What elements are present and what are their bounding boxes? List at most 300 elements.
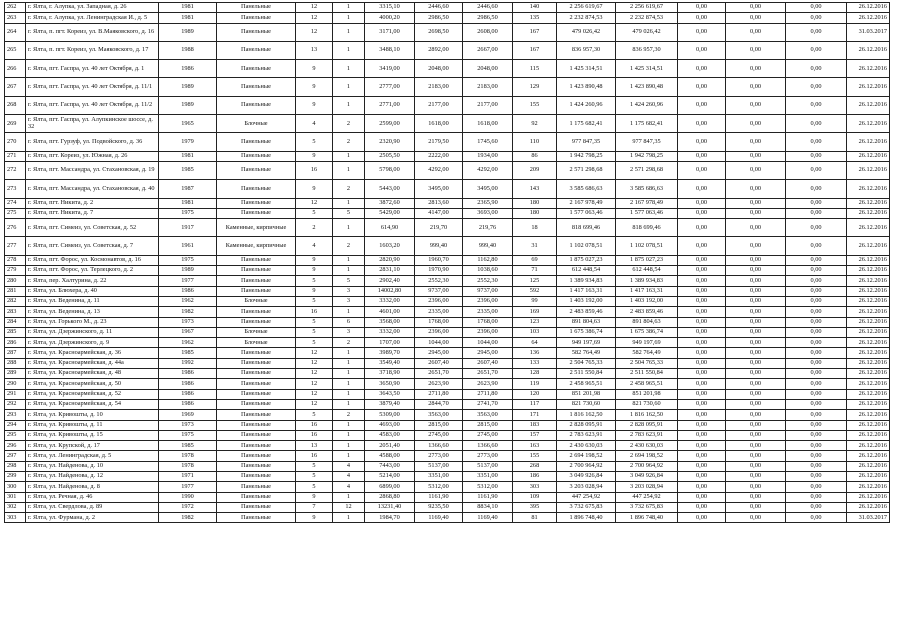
cell-total-area: 7443,00	[365, 461, 415, 471]
cell-owner-funds: 0,00	[678, 161, 726, 179]
cell-living-area: 2177,00	[415, 96, 463, 114]
cell-regional-funds: 0,00	[786, 327, 847, 337]
cell-owner-funds: 0,00	[678, 399, 726, 409]
cell-year-built: 1972	[159, 502, 217, 512]
cell-completion-date: 26.12.2016	[847, 389, 890, 399]
cell-total-cost: 2 430 630,03	[616, 441, 678, 451]
cell-completion-date: 26.12.2016	[847, 115, 890, 133]
cell-regional-funds: 0,00	[786, 348, 847, 358]
cell-address: г. Ялта, ул. Речная, д. 46	[26, 492, 159, 502]
cell-completion-date: 26.12.2016	[847, 451, 890, 461]
cell-address: г. Ялта, пгт. Форос, ул. Терлецкого, д. 2	[26, 266, 159, 276]
cell-floors: 9	[296, 286, 333, 296]
cell-wall-material: Каменные, кирпичные	[217, 237, 296, 255]
cell-year-built: 1982	[159, 307, 217, 317]
cell-total-area: 5443,00	[365, 180, 415, 198]
table-row	[5, 276, 890, 286]
cell-row-number: 296	[5, 441, 26, 451]
cell-regional-funds: 0,00	[786, 133, 847, 151]
cell-year-built: 1985	[159, 348, 217, 358]
cell-row-number: 267	[5, 78, 26, 96]
cell-entrances: 1	[333, 161, 365, 179]
cell-row-number: 262	[5, 3, 26, 13]
cell-budget-funds: 0,00	[726, 327, 786, 337]
cell-entrances: 1	[333, 307, 365, 317]
cell-residential-area: 2667,00	[463, 41, 513, 59]
cell-living-area: 2813,60	[415, 198, 463, 208]
cell-living-area: 2048,00	[415, 60, 463, 78]
cell-planned-cost: 2 232 874,53	[557, 13, 616, 23]
cell-regional-funds: 0,00	[786, 410, 847, 420]
cell-row-number: 286	[5, 338, 26, 348]
cell-owner-funds: 0,00	[678, 430, 726, 440]
cell-budget-funds: 0,00	[726, 237, 786, 255]
cell-year-built: 1917	[159, 219, 217, 237]
cell-residents: 163	[513, 441, 557, 451]
cell-floors: 5	[296, 296, 333, 306]
cell-residential-area: 9737,00	[463, 286, 513, 296]
table-row	[5, 23, 890, 41]
cell-total-area: 3718,90	[365, 369, 415, 379]
cell-planned-cost: 3 203 028,94	[557, 482, 616, 492]
cell-year-built: 1990	[159, 492, 217, 502]
cell-residents: 180	[513, 208, 557, 218]
cell-planned-cost: 2 430 630,03	[557, 441, 616, 451]
cell-floors: 12	[296, 358, 333, 368]
cell-residents: 268	[513, 461, 557, 471]
cell-wall-material: Панельные	[217, 451, 296, 461]
cell-completion-date: 26.12.2016	[847, 307, 890, 317]
cell-entrances: 1	[333, 96, 365, 114]
cell-residential-area: 1768,00	[463, 317, 513, 327]
cell-entrances: 1	[333, 348, 365, 358]
cell-residents: 99	[513, 296, 557, 306]
cell-regional-funds: 0,00	[786, 78, 847, 96]
table-row	[5, 451, 890, 461]
cell-entrances: 5	[333, 276, 365, 286]
cell-year-built: 1979	[159, 133, 217, 151]
cell-row-number: 279	[5, 266, 26, 276]
table-row	[5, 369, 890, 379]
cell-total-area: 2777,00	[365, 78, 415, 96]
cell-budget-funds: 0,00	[726, 451, 786, 461]
table-row	[5, 389, 890, 399]
cell-residential-area: 2396,00	[463, 296, 513, 306]
table-row	[5, 255, 890, 265]
cell-address: г. Ялта, ул. Кривошты, д. 11	[26, 420, 159, 430]
cell-living-area: 2844,70	[415, 399, 463, 409]
cell-floors: 2	[296, 219, 333, 237]
cell-planned-cost: 2 511 550,84	[557, 369, 616, 379]
cell-year-built: 1975	[159, 208, 217, 218]
cell-owner-funds: 0,00	[678, 286, 726, 296]
cell-completion-date: 26.12.2016	[847, 348, 890, 358]
cell-regional-funds: 0,00	[786, 482, 847, 492]
cell-planned-cost: 2 458 965,51	[557, 379, 616, 389]
cell-completion-date: 31.03.2017	[847, 23, 890, 41]
cell-budget-funds: 0,00	[726, 96, 786, 114]
cell-budget-funds: 0,00	[726, 430, 786, 440]
cell-owner-funds: 0,00	[678, 513, 726, 523]
cell-budget-funds: 0,00	[726, 379, 786, 389]
cell-regional-funds: 0,00	[786, 161, 847, 179]
cell-wall-material: Панельные	[217, 23, 296, 41]
cell-completion-date: 26.12.2016	[847, 471, 890, 481]
table-row	[5, 286, 890, 296]
cell-wall-material: Панельные	[217, 317, 296, 327]
cell-residential-area: 2048,00	[463, 60, 513, 78]
cell-floors: 9	[296, 78, 333, 96]
cell-row-number: 299	[5, 471, 26, 481]
cell-living-area: 3495,00	[415, 180, 463, 198]
cell-wall-material: Панельные	[217, 430, 296, 440]
cell-address: г. Ялта, пгт. Симеиз, ул. Советская, д. 52	[26, 219, 159, 237]
cell-completion-date: 26.12.2016	[847, 78, 890, 96]
cell-completion-date: 26.12.2016	[847, 237, 890, 255]
cell-floors: 16	[296, 420, 333, 430]
cell-year-built: 1962	[159, 296, 217, 306]
cell-row-number: 298	[5, 461, 26, 471]
cell-row-number: 293	[5, 410, 26, 420]
cell-residents: 18	[513, 219, 557, 237]
cell-residential-area: 2552,30	[463, 276, 513, 286]
cell-residents: 119	[513, 379, 557, 389]
cell-completion-date: 26.12.2016	[847, 379, 890, 389]
cell-row-number: 276	[5, 219, 26, 237]
cell-row-number: 303	[5, 513, 26, 523]
cell-budget-funds: 0,00	[726, 133, 786, 151]
cell-completion-date: 26.12.2016	[847, 161, 890, 179]
cell-total-cost: 447 254,92	[616, 492, 678, 502]
cell-total-cost: 612 448,54	[616, 266, 678, 276]
cell-total-cost: 2 700 964,92	[616, 461, 678, 471]
cell-total-area: 1984,70	[365, 513, 415, 523]
table-row	[5, 482, 890, 492]
cell-completion-date: 26.12.2016	[847, 369, 890, 379]
cell-completion-date: 26.12.2016	[847, 492, 890, 502]
cell-regional-funds: 0,00	[786, 60, 847, 78]
cell-total-cost: 1 423 890,48	[616, 78, 678, 96]
cell-owner-funds: 0,00	[678, 180, 726, 198]
cell-owner-funds: 0,00	[678, 115, 726, 133]
cell-regional-funds: 0,00	[786, 276, 847, 286]
cell-regional-funds: 0,00	[786, 513, 847, 523]
cell-floors: 13	[296, 441, 333, 451]
cell-regional-funds: 0,00	[786, 219, 847, 237]
cell-wall-material: Панельные	[217, 276, 296, 286]
table-row	[5, 237, 890, 255]
cell-budget-funds: 0,00	[726, 338, 786, 348]
cell-total-area: 5798,00	[365, 161, 415, 179]
cell-residents: 592	[513, 286, 557, 296]
cell-total-area: 2820,90	[365, 255, 415, 265]
cell-residential-area: 1162,80	[463, 255, 513, 265]
cell-floors: 9	[296, 180, 333, 198]
cell-regional-funds: 0,00	[786, 492, 847, 502]
cell-living-area: 9737,00	[415, 286, 463, 296]
cell-completion-date: 26.12.2016	[847, 41, 890, 59]
cell-row-number: 281	[5, 286, 26, 296]
cell-year-built: 1973	[159, 420, 217, 430]
cell-living-area: 2745,00	[415, 430, 463, 440]
cell-total-cost: 3 585 686,63	[616, 180, 678, 198]
cell-residential-area: 999,40	[463, 237, 513, 255]
cell-year-built: 1969	[159, 410, 217, 420]
cell-residential-area: 2945,00	[463, 348, 513, 358]
cell-total-area: 3872,60	[365, 198, 415, 208]
cell-planned-cost: 1 389 934,83	[557, 276, 616, 286]
cell-entrances: 1	[333, 389, 365, 399]
cell-floors: 9	[296, 96, 333, 114]
cell-owner-funds: 0,00	[678, 441, 726, 451]
cell-address: г. Ялта, ул. Найденова, д. 8	[26, 482, 159, 492]
cell-row-number: 287	[5, 348, 26, 358]
cell-floors: 12	[296, 379, 333, 389]
cell-total-area: 3989,70	[365, 348, 415, 358]
cell-residential-area: 3693,00	[463, 208, 513, 218]
cell-year-built: 1978	[159, 451, 217, 461]
cell-wall-material: Панельные	[217, 208, 296, 218]
cell-planned-cost: 1 102 078,51	[557, 237, 616, 255]
cell-budget-funds: 0,00	[726, 317, 786, 327]
cell-total-area: 3332,00	[365, 327, 415, 337]
cell-year-built: 1975	[159, 430, 217, 440]
cell-completion-date: 26.12.2016	[847, 198, 890, 208]
cell-total-cost: 2 511 550,84	[616, 369, 678, 379]
cell-address: г. Ялта, ул. Фурмана, д. 2	[26, 513, 159, 523]
cell-residential-area: 1169,40	[463, 513, 513, 523]
cell-regional-funds: 0,00	[786, 471, 847, 481]
cell-residents: 140	[513, 3, 557, 13]
cell-total-area: 3650,90	[365, 379, 415, 389]
cell-residents: 31	[513, 237, 557, 255]
cell-row-number: 264	[5, 23, 26, 41]
cell-total-cost: 2 167 978,49	[616, 198, 678, 208]
cell-living-area: 1970,90	[415, 266, 463, 276]
cell-residents: 136	[513, 348, 557, 358]
cell-floors: 9	[296, 255, 333, 265]
cell-wall-material: Панельные	[217, 78, 296, 96]
cell-residential-area: 1366,60	[463, 441, 513, 451]
cell-living-area: 1161,90	[415, 492, 463, 502]
cell-residents: 110	[513, 133, 557, 151]
cell-residents: 103	[513, 327, 557, 337]
cell-budget-funds: 0,00	[726, 41, 786, 59]
cell-living-area: 3563,00	[415, 410, 463, 420]
cell-row-number: 268	[5, 96, 26, 114]
cell-year-built: 1986	[159, 399, 217, 409]
cell-planned-cost: 479 026,42	[557, 23, 616, 41]
cell-budget-funds: 0,00	[726, 276, 786, 286]
cell-entrances: 2	[333, 338, 365, 348]
cell-wall-material: Панельные	[217, 471, 296, 481]
cell-address: г. Ялта, ул. Веденина, д. 13	[26, 307, 159, 317]
cell-total-cost: 1 417 163,31	[616, 286, 678, 296]
cell-residential-area: 2745,00	[463, 430, 513, 440]
cell-address: г. Ялта, пгт. Массандра, ул. Стахановская, д. 40	[26, 180, 159, 198]
cell-address: г. Ялта, ул. Красноармейская, д. 36	[26, 348, 159, 358]
cell-owner-funds: 0,00	[678, 317, 726, 327]
cell-wall-material: Панельные	[217, 502, 296, 512]
cell-entrances: 1	[333, 41, 365, 59]
cell-entrances: 1	[333, 430, 365, 440]
cell-budget-funds: 0,00	[726, 151, 786, 161]
cell-completion-date: 26.12.2016	[847, 430, 890, 440]
cell-planned-cost: 3 732 675,83	[557, 502, 616, 512]
table-row	[5, 410, 890, 420]
cell-wall-material: Панельные	[217, 96, 296, 114]
cell-residential-area: 3495,00	[463, 180, 513, 198]
cell-residents: 167	[513, 23, 557, 41]
cell-residents: 120	[513, 389, 557, 399]
cell-floors: 12	[296, 13, 333, 23]
cell-year-built: 1989	[159, 96, 217, 114]
cell-total-cost: 1 816 162,50	[616, 410, 678, 420]
cell-living-area: 4147,00	[415, 208, 463, 218]
cell-planned-cost: 1 425 314,51	[557, 60, 616, 78]
cell-row-number: 278	[5, 255, 26, 265]
cell-total-cost: 818 699,46	[616, 219, 678, 237]
cell-owner-funds: 0,00	[678, 133, 726, 151]
cell-planned-cost: 1 942 798,25	[557, 151, 616, 161]
table-row	[5, 379, 890, 389]
cell-floors: 5	[296, 327, 333, 337]
table-row	[5, 513, 890, 523]
cell-living-area: 1044,00	[415, 338, 463, 348]
cell-entrances: 3	[333, 327, 365, 337]
cell-budget-funds: 0,00	[726, 3, 786, 13]
cell-total-area: 2505,50	[365, 151, 415, 161]
cell-entrances: 1	[333, 151, 365, 161]
cell-planned-cost: 1 577 063,46	[557, 208, 616, 218]
cell-budget-funds: 0,00	[726, 296, 786, 306]
cell-row-number: 288	[5, 358, 26, 368]
cell-residents: 171	[513, 410, 557, 420]
cell-residents: 183	[513, 420, 557, 430]
cell-total-cost: 2 232 874,53	[616, 13, 678, 23]
cell-wall-material: Панельные	[217, 513, 296, 523]
cell-residential-area: 2623,90	[463, 379, 513, 389]
cell-regional-funds: 0,00	[786, 266, 847, 276]
cell-owner-funds: 0,00	[678, 23, 726, 41]
cell-residents: 117	[513, 399, 557, 409]
cell-owner-funds: 0,00	[678, 60, 726, 78]
cell-total-area: 1603,20	[365, 237, 415, 255]
cell-owner-funds: 0,00	[678, 482, 726, 492]
cell-wall-material: Панельные	[217, 3, 296, 13]
cell-total-cost: 1 425 314,51	[616, 60, 678, 78]
cell-year-built: 1981	[159, 3, 217, 13]
table-row	[5, 151, 890, 161]
cell-planned-cost: 582 764,49	[557, 348, 616, 358]
cell-wall-material: Блочные	[217, 338, 296, 348]
cell-wall-material: Панельные	[217, 307, 296, 317]
cell-residents: 123	[513, 317, 557, 327]
cell-living-area: 2623,90	[415, 379, 463, 389]
table-row	[5, 492, 890, 502]
cell-total-cost: 2 458 965,51	[616, 379, 678, 389]
cell-regional-funds: 0,00	[786, 399, 847, 409]
cell-completion-date: 26.12.2016	[847, 255, 890, 265]
cell-wall-material: Панельные	[217, 389, 296, 399]
cell-total-cost: 1 675 386,74	[616, 327, 678, 337]
cell-row-number: 291	[5, 389, 26, 399]
table-row	[5, 471, 890, 481]
cell-total-cost: 1 175 682,41	[616, 115, 678, 133]
cell-planned-cost: 1 175 682,41	[557, 115, 616, 133]
cell-residents: 155	[513, 96, 557, 114]
cell-year-built: 1986	[159, 389, 217, 399]
cell-completion-date: 26.12.2016	[847, 13, 890, 23]
cell-total-area: 3549,40	[365, 358, 415, 368]
cell-total-area: 3879,40	[365, 399, 415, 409]
cell-completion-date: 26.12.2016	[847, 286, 890, 296]
table-row	[5, 441, 890, 451]
cell-wall-material: Панельные	[217, 198, 296, 208]
cell-budget-funds: 0,00	[726, 369, 786, 379]
cell-residents: 180	[513, 198, 557, 208]
cell-wall-material: Панельные	[217, 461, 296, 471]
cell-total-cost: 2 694 198,52	[616, 451, 678, 461]
cell-planned-cost: 2 700 964,92	[557, 461, 616, 471]
cell-year-built: 1988	[159, 41, 217, 59]
cell-address: г. Ялта, ул. Найденова, д. 10	[26, 461, 159, 471]
cell-residents: 128	[513, 369, 557, 379]
cell-completion-date: 31.03.2017	[847, 513, 890, 523]
cell-address: г. Ялта, ул. Красноармейская, д. 50	[26, 379, 159, 389]
cell-entrances: 1	[333, 492, 365, 502]
cell-owner-funds: 0,00	[678, 327, 726, 337]
cell-floors: 7	[296, 502, 333, 512]
cell-residential-area: 1745,60	[463, 133, 513, 151]
cell-budget-funds: 0,00	[726, 410, 786, 420]
cell-regional-funds: 0,00	[786, 180, 847, 198]
cell-entrances: 1	[333, 78, 365, 96]
cell-living-area: 219,70	[415, 219, 463, 237]
cell-residential-area: 5137,00	[463, 461, 513, 471]
cell-year-built: 1962	[159, 338, 217, 348]
cell-address: г. Ялта, ул. Дзержинского, д. 9	[26, 338, 159, 348]
cell-year-built: 1986	[159, 286, 217, 296]
cell-planned-cost: 1 423 890,48	[557, 78, 616, 96]
cell-planned-cost: 2 571 298,68	[557, 161, 616, 179]
cell-budget-funds: 0,00	[726, 180, 786, 198]
cell-residential-area: 2815,00	[463, 420, 513, 430]
cell-residents: 115	[513, 60, 557, 78]
cell-row-number: 282	[5, 296, 26, 306]
cell-owner-funds: 0,00	[678, 502, 726, 512]
cell-residents: 155	[513, 451, 557, 461]
cell-owner-funds: 0,00	[678, 389, 726, 399]
table-row	[5, 266, 890, 276]
table-row	[5, 317, 890, 327]
cell-entrances: 1	[333, 358, 365, 368]
cell-wall-material: Панельные	[217, 180, 296, 198]
cell-row-number: 265	[5, 41, 26, 59]
table-row	[5, 399, 890, 409]
cell-address: г. Ялта, пгт. Гаспра, ул. 40 лет Октября, д. 11/1	[26, 78, 159, 96]
cell-floors: 9	[296, 513, 333, 523]
cell-total-cost: 582 764,49	[616, 348, 678, 358]
cell-row-number: 297	[5, 451, 26, 461]
cell-year-built: 1989	[159, 78, 217, 96]
cell-planned-cost: 1 424 260,96	[557, 96, 616, 114]
cell-row-number: 269	[5, 115, 26, 133]
cell-owner-funds: 0,00	[678, 358, 726, 368]
cell-floors: 12	[296, 198, 333, 208]
cell-completion-date: 26.12.2016	[847, 60, 890, 78]
cell-address: г. Ялта, г. Алупка, ул. Ленинградская И., д. 5	[26, 13, 159, 23]
